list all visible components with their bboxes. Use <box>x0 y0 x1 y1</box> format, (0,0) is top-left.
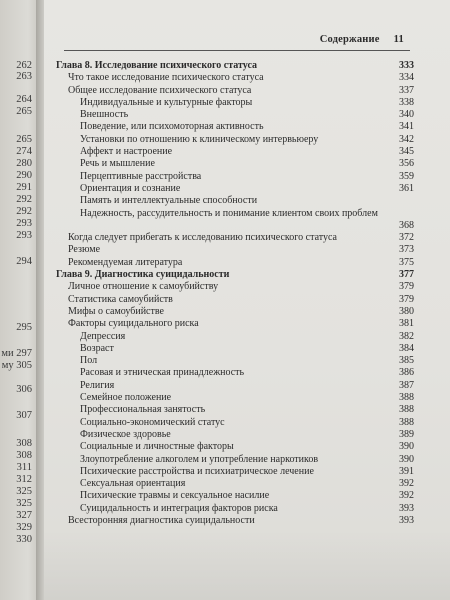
toc-entry <box>56 121 414 133</box>
toc-entry-title: Что такое исследование психического статуса <box>68 72 264 84</box>
toc-entry <box>56 429 414 441</box>
toc-entry-title: Семейное положение <box>80 392 172 404</box>
toc-entry-title: Возраст <box>80 342 114 354</box>
toc-entry-title: Рекомендуемая литература <box>68 256 183 268</box>
toc-entry <box>56 294 414 306</box>
toc-entry-page: 390 <box>399 441 414 453</box>
toc-entry <box>56 72 414 84</box>
toc-entry-title: Внешность <box>80 109 129 121</box>
toc-entry-title: Личное отношение к самоубийству <box>68 281 219 293</box>
toc-entry-title: Факторы суицидального риска <box>68 318 199 330</box>
toc-entry <box>56 331 414 343</box>
toc-entry-title: Религия <box>80 379 115 391</box>
previous-page-number: ми 297 <box>1 348 32 359</box>
previous-page-number: 280 <box>16 158 32 169</box>
previous-page-number: 307 <box>16 410 32 421</box>
toc-entry <box>56 380 414 392</box>
running-head-page-number: 11 <box>393 34 404 45</box>
toc-entry-title: Когда следует прибегать к исследованию психического статуса <box>68 232 337 244</box>
toc-entry-page: 338 <box>399 96 414 108</box>
previous-page-number: 329 <box>16 522 32 533</box>
book-page <box>44 0 450 600</box>
toc-entry-page: 375 <box>399 256 414 268</box>
toc-entry-title: Профессиональная занятость <box>80 404 206 416</box>
previous-page-number: му 305 <box>1 360 32 371</box>
previous-page-number: 290 <box>16 170 32 181</box>
toc-entry-page: 387 <box>399 379 414 391</box>
toc-entry-title: Злоупотребление алкоголем и употребление наркотиков <box>80 453 319 465</box>
toc-entry-title: Суицидальность и интеграция факторов риска <box>80 502 278 514</box>
toc-entry-title: Социальные и личностные факторы <box>80 441 234 453</box>
previous-page-number: 274 <box>16 146 32 157</box>
previous-page-number: 311 <box>16 462 32 473</box>
table-of-contents <box>56 60 414 527</box>
toc-entry <box>56 85 414 97</box>
toc-entry <box>56 306 414 318</box>
toc-entry-page: 386 <box>399 367 414 379</box>
previous-page-number: 292 <box>16 194 32 205</box>
toc-entry-page: 393 <box>399 514 414 526</box>
toc-entry-title: Всесторонняя диагностика суицидальности <box>68 514 255 526</box>
toc-entry-title: Физическое здоровье <box>80 428 171 440</box>
toc-entry-page: 341 <box>399 121 414 133</box>
toc-entry-page: 377 <box>399 269 414 281</box>
toc-entry-page: 392 <box>399 490 414 502</box>
toc-entry <box>56 515 414 527</box>
toc-entry-page: 361 <box>399 182 414 194</box>
toc-entry-page: 381 <box>399 318 414 330</box>
previous-page-number: 294 <box>16 256 32 267</box>
toc-entry-page: 388 <box>399 416 414 428</box>
toc-entry-title: Глава 9. Диагностика суицидальности <box>56 269 230 281</box>
previous-page-number: 308 <box>16 450 32 461</box>
previous-page-number: 265 <box>16 106 32 117</box>
toc-entry-page: 385 <box>399 355 414 367</box>
toc-entry <box>56 109 414 121</box>
toc-entry-page: 373 <box>399 244 414 256</box>
toc-entry <box>56 281 414 293</box>
toc-entry-title: Резюме <box>68 244 101 256</box>
previous-page-number: 325 <box>16 486 32 497</box>
toc-entry <box>56 490 414 502</box>
previous-page-number: 262 <box>16 60 32 71</box>
previous-page-number: 264 <box>16 94 32 105</box>
previous-page-number: 327 <box>16 510 32 521</box>
toc-entry <box>56 232 414 244</box>
previous-page-number: 291 <box>16 182 32 193</box>
toc-entry-page: 334 <box>399 72 414 84</box>
previous-page-number: 325 <box>16 498 32 509</box>
toc-entry-page: 333 <box>399 60 414 71</box>
toc-entry-title: Расовая и этническая принадлежность <box>80 367 245 379</box>
toc-entry-page: 389 <box>399 428 414 440</box>
toc-entry-page: 345 <box>399 146 414 158</box>
toc-entry-page: 372 <box>399 232 414 244</box>
toc-chapter-entry <box>56 60 414 72</box>
previous-page-number: 263 <box>16 71 32 82</box>
toc-entry-title: Пол <box>80 355 98 367</box>
toc-entry <box>56 97 414 109</box>
previous-page-number: 308 <box>16 438 32 449</box>
previous-page-number: 330 <box>16 534 32 545</box>
toc-entry-page: 392 <box>399 478 414 490</box>
toc-entry <box>56 466 414 478</box>
toc-entry-title: Перцептивные расстройства <box>80 170 202 182</box>
toc-entry <box>56 171 414 183</box>
toc-entry-page: 359 <box>399 170 414 182</box>
toc-entry-page: 393 <box>399 502 414 514</box>
toc-entry <box>56 367 414 379</box>
toc-entry <box>56 195 414 207</box>
toc-entry-title: Поведение, или психомоторная активность <box>80 121 264 133</box>
toc-entry-page: 380 <box>399 305 414 317</box>
toc-entry-page: 388 <box>399 392 414 404</box>
previous-page-number: 292 <box>16 206 32 217</box>
toc-entry <box>56 244 414 256</box>
toc-entry-page: 368 <box>399 219 414 231</box>
toc-entry-title: Аффект и настроение <box>80 146 173 158</box>
toc-entry <box>56 343 414 355</box>
toc-entry-page: 340 <box>399 109 414 121</box>
toc-entry-title: Депрессия <box>80 330 126 342</box>
toc-entry <box>56 392 414 404</box>
toc-entry <box>56 441 414 453</box>
toc-entry <box>56 478 414 490</box>
toc-entry <box>56 355 414 367</box>
toc-entry-page: 382 <box>399 330 414 342</box>
toc-entry <box>56 404 414 416</box>
previous-page-number: 293 <box>16 230 32 241</box>
toc-entry-page: 388 <box>399 404 414 416</box>
toc-entry <box>56 503 414 515</box>
toc-entry-title: Речь и мышление <box>80 158 155 170</box>
toc-entry-page: 379 <box>399 281 414 293</box>
toc-entry-page: 384 <box>399 342 414 354</box>
toc-entry-page: 342 <box>399 133 414 145</box>
toc-entry-page: 391 <box>399 465 414 477</box>
toc-entry-title: Глава 8. Исследование психического статуса <box>56 60 258 71</box>
toc-entry <box>56 134 414 146</box>
toc-entry-title: Психические расстройства и психиатрическое лечение <box>80 465 314 477</box>
running-head <box>320 34 404 45</box>
toc-entry-title: Память и интеллектуальные способности <box>80 195 258 207</box>
toc-entry <box>56 146 414 158</box>
toc-entry-title: Ориентация и сознание <box>80 182 181 194</box>
previous-page-number: 306 <box>16 384 32 395</box>
page-shadow <box>44 530 450 600</box>
toc-entry-title: Надежность, рассудительность и понимание клиентом своих проблем <box>80 207 378 219</box>
toc-entry <box>56 208 414 233</box>
toc-entry-title: Мифы о самоубийстве <box>68 305 164 317</box>
toc-entry-page: 390 <box>399 453 414 465</box>
toc-entry-page: 337 <box>399 84 414 96</box>
toc-entry <box>56 158 414 170</box>
previous-page-number: 293 <box>16 218 32 229</box>
toc-entry <box>56 183 414 195</box>
toc-entry-page: 379 <box>399 293 414 305</box>
toc-entry <box>56 454 414 466</box>
running-head-title: Содержание <box>319 34 380 45</box>
previous-page-number: 295 <box>16 322 32 333</box>
previous-page <box>0 0 40 600</box>
toc-entry <box>56 257 414 269</box>
toc-entry-title: Психические травмы и сексуальное насилие <box>80 490 270 502</box>
previous-page-number: 312 <box>16 474 32 485</box>
toc-entry-page: 356 <box>399 158 414 170</box>
toc-chapter-entry <box>56 269 414 281</box>
toc-entry-title: Установки по отношению к клиническому интервьюеру <box>80 133 319 145</box>
toc-entry-title: Сексуальная ориентация <box>80 478 186 490</box>
toc-entry-title: Социально-экономический статус <box>80 416 225 428</box>
previous-page-number: 265 <box>16 134 32 145</box>
toc-entry-title: Индивидуальные и культурные факторы <box>80 96 253 108</box>
toc-entry-title: Статистика самоубийств <box>68 293 173 305</box>
header-rule <box>64 50 410 51</box>
toc-entry <box>56 318 414 330</box>
toc-entry <box>56 417 414 429</box>
toc-entry-title: Общее исследование психического статуса <box>68 84 252 96</box>
